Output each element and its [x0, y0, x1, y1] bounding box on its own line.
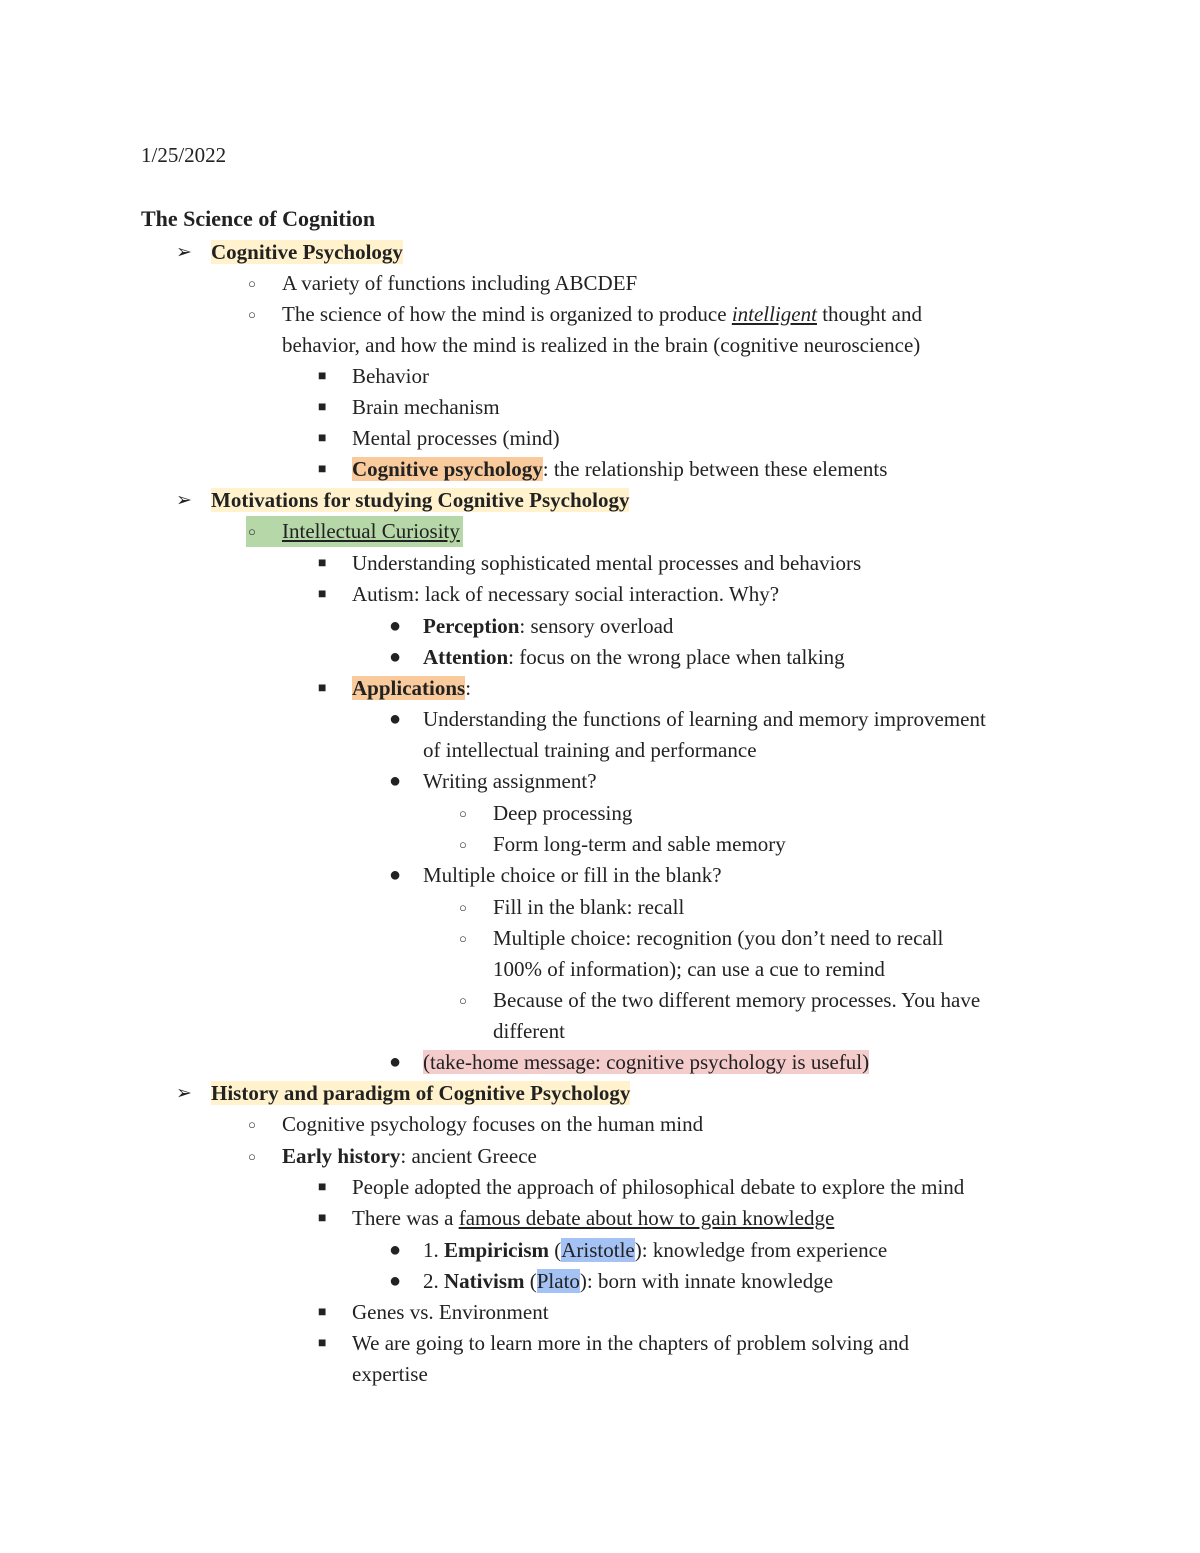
list-item	[389, 1047, 869, 1078]
circle-bullet-icon: ○	[248, 276, 256, 291]
list-item-continuation: of intellectual training and performance	[423, 738, 757, 762]
arrow-bullet-icon: ➢	[176, 1083, 192, 1104]
list-item: ● Understanding the functions of learning and memory improvement	[389, 704, 986, 735]
highlighted-term: Cognitive psychology	[352, 457, 543, 481]
list-item: ■ Applications:	[318, 673, 471, 704]
circle-bullet-icon: ○	[248, 1149, 256, 1164]
list-item: ○ Intellectual Curiosity	[246, 516, 463, 547]
list-item: ○ Fill in the blank: recall	[459, 892, 684, 923]
square-bullet-icon: ■	[318, 462, 327, 477]
arrow-bullet-icon: ➢	[176, 490, 192, 511]
list-item-continuation: 100% of information); can use a cue to remind	[493, 957, 885, 981]
circle-bullet-icon: ○	[459, 931, 467, 946]
dot-bullet-icon: ●	[389, 1270, 402, 1292]
list-item: ● Attention: focus on the wrong place when talking	[389, 642, 845, 673]
list-item: ○ Cognitive psychology focuses on the human mind	[248, 1109, 703, 1140]
square-bullet-icon: ■	[318, 400, 327, 415]
list-item: ■ Genes vs. Environment	[318, 1297, 549, 1328]
dot-bullet-icon: ●	[389, 646, 402, 668]
highlighted-name: Plato	[536, 1269, 580, 1293]
list-item-continuation: different	[493, 1019, 565, 1043]
list-item: ■ Cognitive psychology: the relationship between these elements	[318, 454, 887, 485]
highlighted-name: Aristotle	[561, 1238, 635, 1262]
section-heading: Motivations for studying Cognitive Psychology	[211, 488, 630, 512]
list-item: ■ People adopted the approach of philosophical debate to explore the mind	[318, 1172, 964, 1203]
list-item: ● Writing assignment?	[389, 766, 597, 797]
list-item: ■ Autism: lack of necessary social interaction. Why?	[318, 579, 779, 610]
circle-bullet-icon: ○	[459, 837, 467, 852]
date: 1/25/2022	[141, 143, 227, 167]
page-title: The Science of Cognition	[141, 206, 376, 231]
dot-bullet-icon: ●	[389, 770, 402, 792]
take-home-message: (take-home message: cognitive psychology is useful)	[423, 1050, 870, 1074]
list-item: ■ Brain mechanism	[318, 392, 500, 423]
heading-row	[176, 1078, 630, 1109]
list-item: ○ The science of how the mind is organized to produce intelligent thought and	[248, 299, 922, 330]
circle-bullet-icon: ○	[248, 307, 256, 322]
list-item: ○ Multiple choice: recognition (you don’t need to recall	[459, 923, 943, 954]
section-heading: Cognitive Psychology	[211, 240, 403, 264]
list-item: ● Perception: sensory overload	[389, 611, 673, 642]
list-item: ○ Deep processing	[459, 798, 632, 829]
highlighted-term: Applications	[352, 676, 466, 700]
list-item: ■ Mental processes (mind)	[318, 423, 560, 454]
list-item: ■ We are going to learn more in the chapters of problem solving and	[318, 1328, 909, 1359]
list-item-continuation: expertise	[352, 1362, 428, 1386]
list-item: ○ Form long-term and sable memory	[459, 829, 786, 860]
arrow-bullet-icon: ➢	[176, 242, 192, 263]
square-bullet-icon: ■	[318, 1180, 327, 1195]
square-bullet-icon: ■	[318, 1336, 327, 1351]
dot-bullet-icon: ●	[389, 1239, 402, 1261]
list-item: ○ Because of the two different memory processes. You have	[459, 985, 980, 1016]
circle-bullet-icon: ○	[459, 993, 467, 1008]
section-heading: History and paradigm of Cognitive Psychology	[211, 1081, 631, 1105]
square-bullet-icon: ■	[318, 587, 327, 602]
circle-bullet-icon: ○	[459, 900, 467, 915]
square-bullet-icon: ■	[318, 1305, 327, 1320]
list-item: ○ A variety of functions including ABCDEF	[248, 268, 637, 299]
dot-bullet-icon: ●	[389, 615, 402, 637]
list-item: ● 1. Empiricism (Aristotle): knowledge from experience	[389, 1235, 887, 1266]
list-item-continuation: behavior, and how the mind is realized in the brain (cognitive neuroscience)	[282, 333, 921, 357]
square-bullet-icon: ■	[318, 556, 327, 571]
square-bullet-icon: ■	[318, 431, 327, 446]
list-item: ○ Early history: ancient Greece	[248, 1141, 537, 1172]
emphasis-text: intelligent	[731, 302, 817, 326]
underlined-text: famous debate about how to gain knowledge	[458, 1206, 835, 1230]
dot-bullet-icon: ●	[389, 708, 402, 730]
dot-bullet-icon: ●	[389, 864, 402, 886]
list-item: ■ Behavior	[318, 361, 429, 392]
list-item: ● Multiple choice or fill in the blank?	[389, 860, 722, 891]
list-item: ■ There was a famous debate about how to gain knowledge	[318, 1203, 834, 1234]
heading-row	[176, 237, 403, 268]
circle-bullet-icon: ○	[248, 1117, 256, 1132]
heading-row	[176, 485, 629, 516]
circle-bullet-icon: ○	[459, 806, 467, 821]
square-bullet-icon: ■	[318, 1211, 327, 1226]
dot-bullet-icon: ●	[389, 1051, 402, 1073]
square-bullet-icon: ■	[318, 681, 327, 696]
list-item: ■ Understanding sophisticated mental processes and behaviors	[318, 548, 861, 579]
square-bullet-icon: ■	[318, 369, 327, 384]
circle-bullet-icon: ○	[248, 524, 256, 539]
list-item: ● 2. Nativism (Plato): born with innate knowledge	[389, 1266, 833, 1297]
